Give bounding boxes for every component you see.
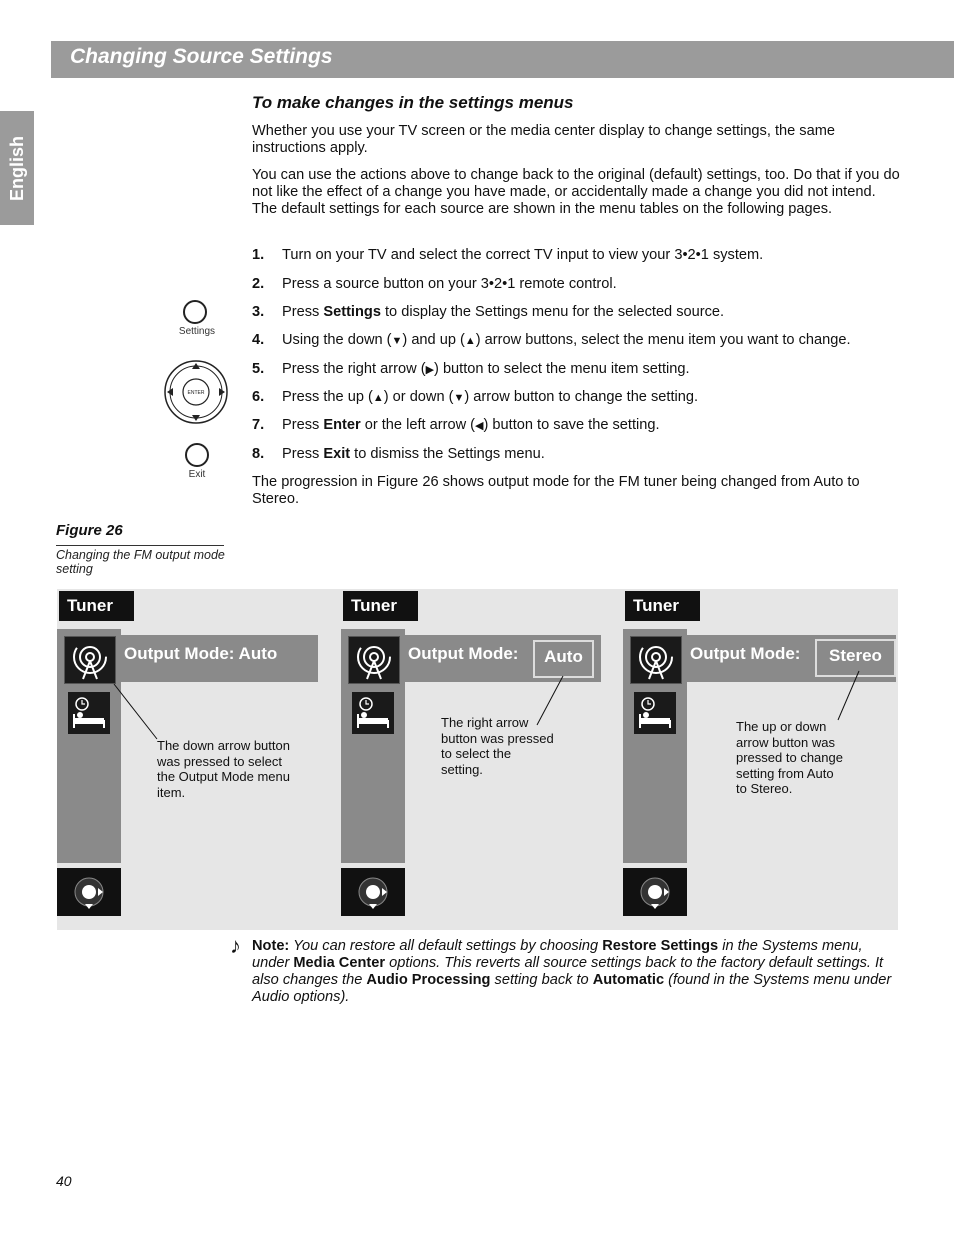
enter-label: ENTER bbox=[187, 390, 205, 396]
left-arrow-icon: ◀ bbox=[475, 420, 484, 432]
step-2: 2. Press a source button on your 3•2•1 remote control. bbox=[252, 276, 617, 292]
figure-label: Figure 26 bbox=[56, 522, 123, 539]
section-heading: To make changes in the settings menus bbox=[252, 93, 574, 112]
closing-paragraph: The progression in Figure 26 shows output mode for the FM tuner being changed from Auto to Stereo. bbox=[252, 474, 860, 507]
music-note-icon: ♪ bbox=[230, 933, 241, 958]
step-7: 7. Press Enter or the left arrow (◀) button to save the setting. bbox=[252, 417, 660, 433]
tuner-tab: Tuner bbox=[625, 591, 700, 621]
tuner-panel-3 bbox=[623, 589, 904, 930]
figure-caption: Changing the FM output mode setting bbox=[56, 548, 225, 576]
down-arrow-icon: ▼ bbox=[453, 392, 465, 404]
settings-button-icon bbox=[183, 300, 207, 324]
up-arrow-icon: ▲ bbox=[372, 392, 384, 404]
exit-button-icon bbox=[185, 443, 209, 467]
step-6: 6. Press the up (▲) or down (▼) arrow button to change the setting. bbox=[252, 389, 699, 405]
right-arrow-icon: ▶ bbox=[425, 364, 435, 376]
exit-button-label: Exit bbox=[188, 469, 206, 480]
settings-button-label: Settings bbox=[178, 326, 216, 337]
step-4: 4. Using the down (▼) and up (▲) arrow buttons, select the menu item you want to change. bbox=[252, 332, 851, 348]
selected-setting-value: Stereo bbox=[815, 639, 896, 677]
up-arrow-icon: ▲ bbox=[464, 335, 476, 347]
language-tab-label: English bbox=[6, 135, 27, 201]
callout-text: The down arrow button was pressed to select the Output Mode menu item. bbox=[157, 738, 290, 800]
tuner-tab: Tuner bbox=[59, 591, 134, 621]
page-number: 40 bbox=[56, 1173, 72, 1189]
note-paragraph: Note: You can restore all default settings by choosing Restore Settings in the Systems menu, under Media Center options. This reverts all source settings back to the factory default settings. It also changes the Audio Processing setting back to Automatic (found in the Systems menu under Audio options). bbox=[252, 938, 892, 1005]
tuner-tab: Tuner bbox=[343, 591, 418, 621]
step-5: 5. Press the right arrow (▶) button to select the menu item setting. bbox=[252, 361, 690, 377]
tuner-panel-2 bbox=[341, 589, 622, 930]
callout-text: The right arrow button was pressed to select the setting. bbox=[441, 715, 554, 777]
menu-item-text: Output Mode: bbox=[408, 644, 519, 663]
page-title: Changing Source Settings bbox=[70, 45, 333, 68]
down-arrow-icon: ▼ bbox=[391, 335, 403, 347]
menu-item-text: Output Mode: Auto bbox=[124, 644, 278, 663]
language-tab bbox=[0, 111, 34, 225]
selected-setting-value: Auto bbox=[533, 640, 594, 678]
callout-text: The up or down arrow button was pressed to change setting from Auto to Stereo. bbox=[736, 719, 843, 796]
intro-paragraph: Whether you use your TV screen or the media center display to change settings, the same instructions apply. bbox=[252, 123, 835, 156]
step-3: 3. Press Settings to display the Settings menu for the selected source. bbox=[252, 304, 725, 320]
navigation-pad-icon bbox=[162, 358, 230, 426]
defaults-paragraph: You can use the actions above to change back to the original (default) settings, too. Do that if you do not like the effect of a change you have made, or accidentally made a change you did not intend. The default settings for each source are shown in the menu tables on the following pages. bbox=[252, 167, 900, 217]
tuner-panel-1 bbox=[57, 589, 338, 930]
step-8: 8. Press Exit to dismiss the Settings menu. bbox=[252, 446, 545, 462]
figure-rule bbox=[56, 545, 224, 546]
menu-item-text: Output Mode: bbox=[690, 644, 801, 663]
step-1: 1. Turn on your TV and select the correct TV input to view your 3•2•1 system. bbox=[252, 247, 764, 263]
